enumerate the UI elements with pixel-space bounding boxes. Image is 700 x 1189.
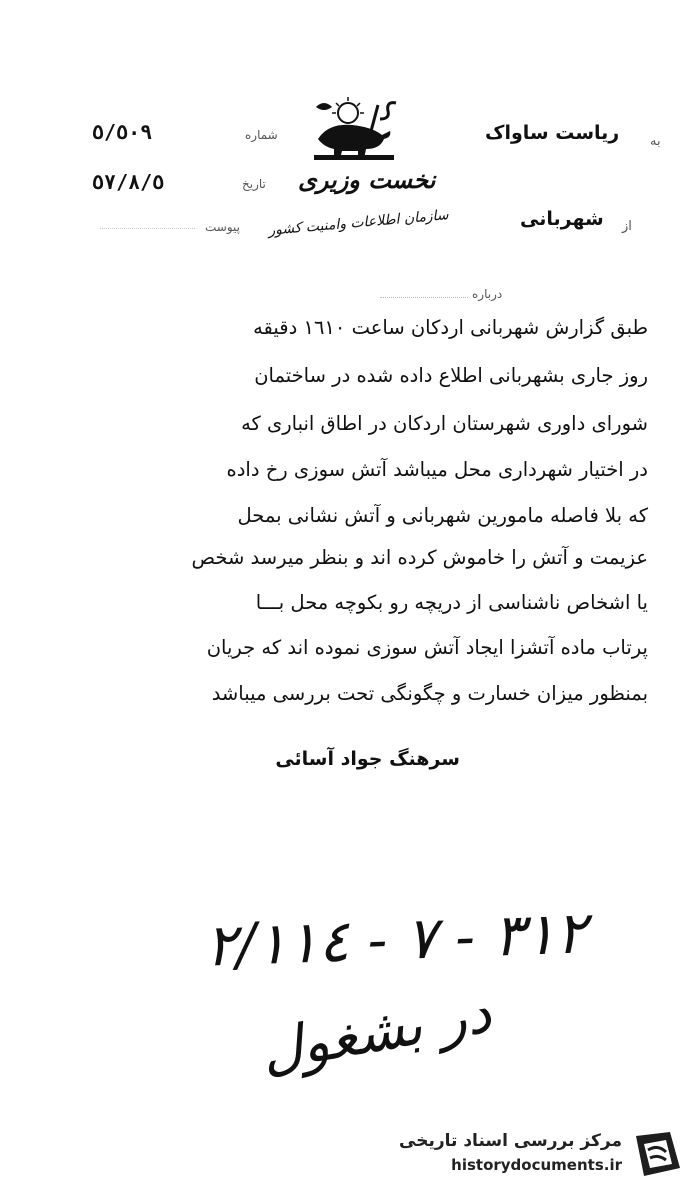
to-label: به (650, 134, 661, 149)
to-value: ریاست ساواک (485, 122, 620, 144)
subject-line (380, 297, 468, 298)
body-line: طبق گزارش شهربانی اردکان ساعت ١٦١٠ دقیقه (253, 316, 648, 339)
body-line: پرتاب ماده آتشزا ایجاد آتش سوزی نموده اند که جریان (206, 636, 648, 659)
archive-logo-icon (630, 1128, 686, 1180)
emblem-title: نخست وزیری (298, 165, 436, 194)
body-line: عزیمت و آتش را خاموش کرده اند و بنظر میرسد شخص (191, 546, 648, 569)
watermark-title: مرکز بررسی اسناد تاریخی (399, 1131, 622, 1151)
attachment-line (100, 228, 195, 229)
from-label: از (622, 219, 632, 234)
number-label: شماره (245, 128, 278, 142)
emblem-subtitle: سازمان اطلاعات وامنیت کشور (267, 207, 450, 239)
body-line: در اختیار شهرداری محل میباشد آتش سوزی رخ داده (226, 458, 648, 481)
date-label: تاریخ (242, 177, 266, 191)
body-line: شورای داوری شهرستان اردکان در اطاق انباری که (241, 412, 648, 435)
attachment-label: پیوست (205, 220, 240, 234)
date-value: ٥٧/٨/٥ (92, 170, 165, 194)
signature: سرهنگ جواد آسائی (275, 748, 460, 770)
from-value: شهربانی (520, 208, 604, 230)
subject-label: درباره (472, 287, 503, 301)
body-line: که بلا فاصله مامورین شهربانی و آتش نشانی بمحل (237, 504, 648, 527)
body-line: روز جاری بشهربانی اطلاع داده شده در ساختمان (254, 364, 648, 387)
number-value: ٥/٥٠٩ (92, 120, 153, 144)
body-line: یا اشخاص ناشناسی از دریچه رو بکوچه محل بـــا (255, 591, 648, 614)
handwritten-reference-number: ٣١٢ - ٧ - ٢/١١٤ (203, 898, 588, 980)
body-line: بمنظور میزان خسارت و چگونگی تحت بررسی میباشد (211, 682, 648, 705)
lion-and-sun-emblem-icon (300, 95, 410, 165)
watermark-url: historydocuments.ir (451, 1156, 622, 1174)
handwritten-note: در بشغول (256, 980, 496, 1085)
